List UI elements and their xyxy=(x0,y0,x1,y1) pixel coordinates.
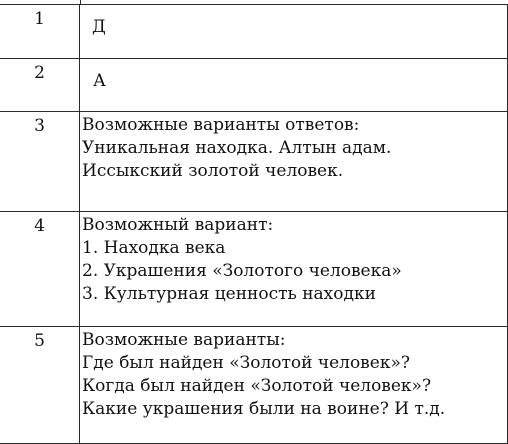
answer-cell xyxy=(80,59,508,112)
answer-line: 3. Культурная ценность находки xyxy=(82,284,376,304)
answer-line: Возможные варианты ответов: xyxy=(82,115,360,135)
answer-cell xyxy=(80,5,508,59)
question-number: 2 xyxy=(0,59,80,112)
question-number: 3 xyxy=(0,112,80,212)
answer-line: Уникальная находка. Алтын адам. xyxy=(82,138,392,158)
question-number: 1 xyxy=(0,5,80,59)
answer-line: Где был найден «Золотой человек»? xyxy=(82,353,410,373)
answer-line: Какие украшения были на воине? И т.д. xyxy=(82,399,446,419)
table-row xyxy=(0,112,508,212)
answer-line: А xyxy=(93,71,106,91)
table-row xyxy=(0,327,508,444)
answer-line: 2. Украшения «Золотого человека» xyxy=(82,261,402,281)
answer-cell xyxy=(80,212,508,327)
answer-key-table xyxy=(0,4,508,444)
table-row xyxy=(0,59,508,112)
answer-cell xyxy=(80,112,508,212)
question-number: 5 xyxy=(0,327,80,444)
answer-line: Возможные варианты: xyxy=(82,330,286,350)
answer-line: Когда был найден «Золотой человек»? xyxy=(82,376,432,396)
answer-line: Д xyxy=(92,17,106,37)
answer-cell xyxy=(80,327,508,444)
table-row xyxy=(0,212,508,327)
answer-line: Иссыкский золотой человек. xyxy=(82,161,344,181)
answer-line: 1. Находка века xyxy=(82,238,226,258)
table-row xyxy=(0,5,508,59)
answer-line: Возможный вариант: xyxy=(82,215,274,235)
question-number: 4 xyxy=(0,212,80,327)
